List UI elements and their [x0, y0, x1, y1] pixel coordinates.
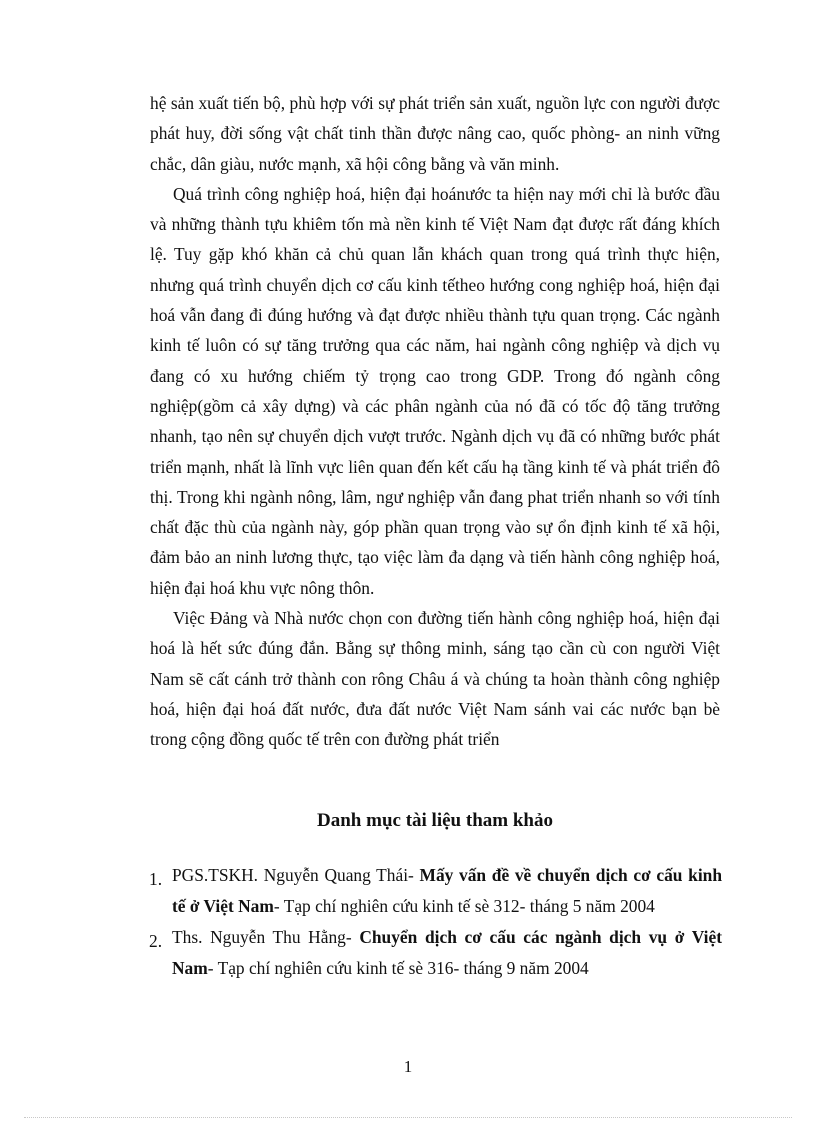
reference-item	[150, 922, 722, 984]
reference-title: Mấy vấn đề về chuyển dịch cơ cấu kinh tế ở Việt Nam	[172, 865, 723, 916]
paragraph-conclusion: Việc Đảng và Nhà nước chọn con đường tiến hành công nghiệp hoá, hiện đại hoá là hết sức đúng đắn. Bằng sự thông minh, sáng tạo cần cù con người Việt Nam sẽ cất cánh trở thành con rông Châu á và chúng ta hoàn thành công nghiệp hoá, hiện đại hoá đất nước, đưa đất nước Việt Nam sánh vai các nước bạn bè trong cộng đồng quốc tế trên con đường phát triển	[150, 608, 720, 750]
reference-author: PGS.TSKH. Nguyễn Quang Thái-	[172, 865, 420, 885]
reference-title: Chuyển dịch cơ cấu các ngành dịch vụ ở Việt Nam	[172, 927, 722, 978]
references-heading: Danh mục tài liệu tham khảo	[317, 810, 553, 831]
reference-number: 1.	[149, 869, 163, 889]
page-bottom-divider	[24, 1117, 792, 1118]
references-list	[150, 860, 722, 984]
reference-author: Ths. Nguyễn Thu Hằng-	[172, 927, 360, 947]
paragraph-continued: hệ sản xuất tiến bộ, phù hợp với sự phát triển sản xuất, nguồn lực con người được phát huy, đời sống vật chất tinh thần được nâng cao, quốc phòng- an ninh vững chắc, dân giàu, nước mạnh, xã hội công bằng và văn minh.	[150, 93, 720, 174]
body-text	[150, 88, 720, 755]
reference-number: 2.	[149, 931, 163, 951]
reference-item	[150, 860, 722, 922]
paragraph-industrialization-progress: Quá trình công nghiệp hoá, hiện đại hoánước ta hiện nay mới chỉ là bước đầu và những thành tựu khiêm tốn mà nền kinh tế Việt Nam đạt được rất đáng khích lệ. Tuy gặp khó khăn cả chủ quan lẫn khách quan trong quá trình thực hiện, nhưng quá trình chuyển dịch cơ cấu kinh tếtheo hướng cong nghiệp hoá, hiện đại hoá vẫn đang đi đúng hướng và đạt được nhiều thành tựu quan trọng. Các ngành kinh tế luôn có sự tăng trưởng qua các năm, hai ngành công nghiệp và dịch vụ đang có xu hướng chiếm tỷ trọng cao trong GDP. Trong đó ngành công nghiệp(gồm cả xây dựng) và các phân ngành của nó đã có tốc độ tăng trưởng nhanh, tạo nên sự chuyển dịch vượt trước. Ngành dịch vụ đã có những bước phát triển mạnh, nhất là lĩnh vực liên quan đến kết cấu hạ tầng kinh tế và phát triển đô thị. Trong khi ngành nông, lâm, ngư nghiệp vẫn đang phat triển nhanh so với tính chất đặc thù của ngành này, góp phần quan trọng vào sự ổn định kinh tế xã hội, đảm bảo an ninh lương thực, tạo việc làm đa dạng và tiến hành công nghiệp hoá, hiện đại hoá khu vực nông thôn.	[150, 183, 720, 598]
page-number: 1	[403, 1057, 413, 1076]
reference-source: - Tạp chí nghiên cứu kinh tế sè 316- tháng 9 năm 2004	[207, 958, 589, 978]
reference-source: - Tạp chí nghiên cứu kinh tế sè 312- tháng 5 năm 2004	[273, 896, 655, 916]
